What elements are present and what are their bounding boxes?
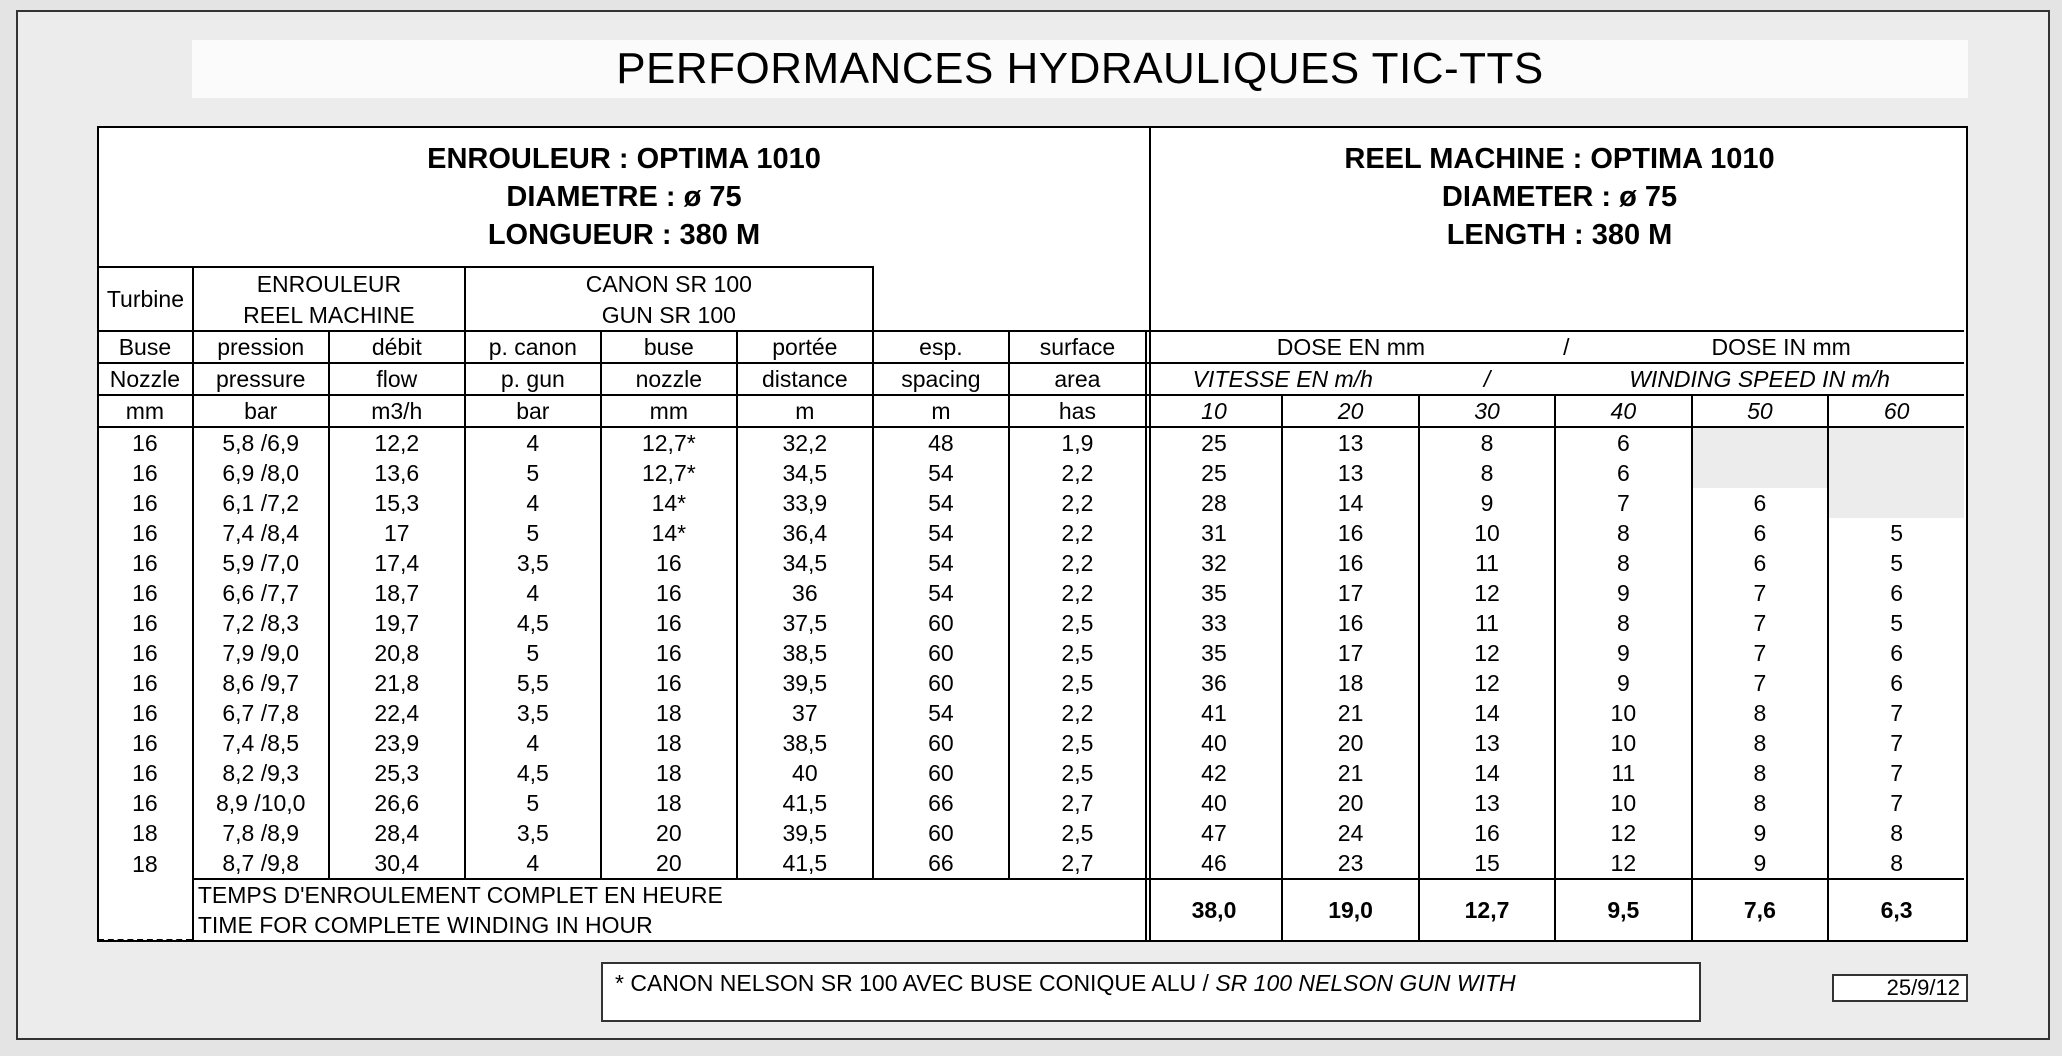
table-cell: 16: [98, 668, 193, 698]
table-cell: 10: [1419, 518, 1555, 548]
label-fr: surface: [1009, 331, 1146, 363]
table-cell: 5,5: [465, 668, 601, 698]
table-cell: 37,5: [737, 608, 873, 638]
dose-slash: /: [1555, 331, 1691, 363]
label-fr: esp.: [873, 331, 1010, 363]
table-cell: 2,2: [1009, 548, 1146, 578]
table-cell: 20,8: [329, 638, 465, 668]
speed-value: 60: [1828, 395, 1964, 427]
winding-value: 19,0: [1282, 879, 1419, 940]
table-cell: [1828, 488, 1964, 518]
table-cell: 42: [1146, 758, 1283, 788]
table-cell: 16: [98, 638, 193, 668]
label-fr: buse: [601, 331, 737, 363]
table-cell: 17: [1282, 578, 1419, 608]
unit: bar: [193, 395, 329, 427]
table-cell: 6: [1692, 488, 1829, 518]
table-row: [98, 608, 1964, 638]
page-title: [192, 40, 1968, 98]
table-cell: 46: [1146, 848, 1283, 879]
table-row: [98, 427, 1964, 458]
table-row: [98, 788, 1964, 818]
table-cell: 16: [98, 698, 193, 728]
unit: m: [737, 395, 873, 427]
table-cell: 16: [98, 788, 193, 818]
winding-label-en: TIME FOR COMPLETE WINDING IN HOUR: [193, 910, 1146, 940]
table-cell: 16: [98, 488, 193, 518]
header-fr-diameter: DIAMETRE : ø 75: [506, 181, 742, 213]
table-cell: 33: [1146, 608, 1283, 638]
table-cell: 12,7*: [601, 427, 737, 458]
speed-en: WINDING SPEED IN m/h: [1555, 363, 1964, 395]
table-row: [98, 668, 1964, 698]
table-cell: 8: [1555, 608, 1691, 638]
table-cell: 38,5: [737, 638, 873, 668]
table-row: [98, 458, 1964, 488]
table-cell: 7: [1890, 760, 1903, 786]
table-row: [98, 848, 1964, 879]
table-row: [98, 698, 1964, 728]
winding-row-fr: [98, 879, 1964, 910]
table-cell: 5,9 /7,0: [193, 548, 329, 578]
table-cell: 12: [1555, 818, 1691, 848]
table-row: [98, 758, 1964, 788]
table-cell: 16: [601, 548, 737, 578]
table-cell: 14: [1419, 758, 1555, 788]
table-cell: 13: [1419, 728, 1555, 758]
label-en: pressure: [193, 363, 329, 395]
page-title-text: PERFORMANCES HYDRAULIQUES TIC-TTS: [616, 44, 1544, 93]
table-cell: 5: [1890, 550, 1903, 576]
table-cell: 54: [873, 548, 1010, 578]
unit: bar: [465, 395, 601, 427]
table-cell: 6: [1555, 427, 1691, 458]
table-cell: 18: [98, 848, 193, 879]
group-gun-en: GUN SR 100: [465, 299, 873, 331]
units-row: [98, 395, 1964, 427]
table-cell: [1828, 427, 1964, 458]
table-cell: 19,7: [329, 608, 465, 638]
table-cell: 2,2: [1009, 578, 1146, 608]
table-cell: 6: [1692, 548, 1829, 578]
table-cell: 8: [1692, 728, 1829, 758]
table-cell: 9: [1692, 848, 1829, 879]
header-en-length: LENGTH : 380 M: [1446, 219, 1673, 251]
table-cell: 60: [873, 668, 1010, 698]
group-turbine: Turbine: [98, 267, 193, 331]
table-row: [98, 518, 1964, 548]
table-cell: 18: [601, 728, 737, 758]
table-cell: 12,2: [329, 427, 465, 458]
table-cell: 20: [1282, 728, 1419, 758]
table-cell: 9: [1555, 668, 1691, 698]
table-cell: 18: [601, 788, 737, 818]
table-cell: 21: [1282, 758, 1419, 788]
table-cell: 4: [465, 848, 601, 879]
table-cell: 18: [98, 818, 193, 848]
label-en: distance: [737, 363, 873, 395]
table-cell: 3,5: [465, 698, 601, 728]
table-cell: 8: [1555, 518, 1691, 548]
label-en: flow: [329, 363, 465, 395]
table-cell: 4: [465, 578, 601, 608]
table-cell: 9: [1555, 638, 1691, 668]
table-cell: 6: [1890, 670, 1903, 696]
table-cell: 2,5: [1009, 638, 1146, 668]
table-cell: 7,4 /8,5: [193, 728, 329, 758]
table-cell: 32: [1146, 548, 1283, 578]
table-cell: 34,5: [737, 458, 873, 488]
table-cell: 16: [98, 518, 193, 548]
table-cell: 5: [1890, 520, 1903, 546]
table-row: [98, 638, 1964, 668]
table-cell: 30,4: [329, 848, 465, 879]
table-cell: 28: [1146, 488, 1283, 518]
table-cell: 16: [601, 578, 737, 608]
table-cell: 10: [1555, 698, 1691, 728]
table-cell: 11: [1555, 758, 1691, 788]
table-cell: 2,2: [1009, 488, 1146, 518]
table-cell: 40: [1146, 788, 1283, 818]
table-cell: 16: [98, 548, 193, 578]
table-row: [98, 578, 1964, 608]
table-cell: 16: [1419, 818, 1555, 848]
table-cell: 16: [98, 608, 193, 638]
table-cell: 28,4: [329, 818, 465, 848]
table-cell: 7: [1555, 488, 1691, 518]
label-fr: p. canon: [465, 331, 601, 363]
table-cell: [1692, 458, 1829, 488]
table-cell: [1828, 458, 1964, 488]
table-cell: 23: [1282, 848, 1419, 879]
speed-value: 50: [1692, 395, 1829, 427]
table-cell: 17: [1282, 638, 1419, 668]
table-cell: 15: [1419, 848, 1555, 879]
table-cell: 54: [873, 458, 1010, 488]
table-cell: 13,6: [329, 458, 465, 488]
winding-value: 9,5: [1555, 879, 1691, 940]
table-cell: 12: [1419, 638, 1555, 668]
table-cell: 36,4: [737, 518, 873, 548]
footnote-box: [601, 962, 1701, 1022]
table-cell: 18,7: [329, 578, 465, 608]
date-box: [1832, 974, 1968, 1002]
label-fr: débit: [329, 331, 465, 363]
table-cell: 7: [1692, 578, 1829, 608]
table-cell: 2,7: [1009, 788, 1146, 818]
table-cell: 6: [1890, 580, 1903, 606]
table-cell: 21,8: [329, 668, 465, 698]
dose-en: DOSE IN mm: [1692, 331, 1964, 363]
table-cell: 3,5: [465, 818, 601, 848]
table-cell: 13: [1282, 458, 1419, 488]
table-cell: 15,3: [329, 488, 465, 518]
table-cell: 12: [1555, 848, 1691, 879]
table-cell: 7,4 /8,4: [193, 518, 329, 548]
label-fr: Buse: [98, 331, 193, 363]
table-cell: 5: [465, 788, 601, 818]
header-fr-length: LONGUEUR : 380 M: [487, 219, 761, 251]
table-cell: 25: [1146, 458, 1283, 488]
date-text: 25/9/12: [1886, 975, 1960, 1000]
table-cell: 54: [873, 518, 1010, 548]
table-row: [98, 488, 1964, 518]
table-cell: 12: [1419, 668, 1555, 698]
table-cell: 5: [465, 518, 601, 548]
table-cell: 37: [737, 698, 873, 728]
table-cell: 22,4: [329, 698, 465, 728]
table-cell: 6: [1555, 458, 1691, 488]
unit: mm: [98, 395, 193, 427]
winding-label-fr: TEMPS D'ENROULEMENT COMPLET EN HEURE: [193, 879, 1146, 910]
table-cell: 6,7 /7,8: [193, 698, 329, 728]
table-cell: 8: [1555, 548, 1691, 578]
table-cell: 5: [465, 638, 601, 668]
table-cell: 17,4: [329, 548, 465, 578]
table-cell: 2,5: [1009, 668, 1146, 698]
table-cell: 2,5: [1009, 608, 1146, 638]
table-cell: 8: [1419, 427, 1555, 458]
table-cell: 4: [465, 488, 601, 518]
table-cell: 35: [1146, 578, 1283, 608]
table-cell: 4,5: [465, 758, 601, 788]
table-cell: 9: [1692, 818, 1829, 848]
table-cell: 16: [98, 458, 193, 488]
table-cell: 7,8 /8,9: [193, 818, 329, 848]
table-cell: 16: [1282, 518, 1419, 548]
speed-slash: /: [1419, 363, 1555, 395]
table-cell: 7: [1890, 700, 1903, 726]
table-cell: 40: [737, 758, 873, 788]
table-cell: 16: [98, 758, 193, 788]
table-cell: 8,2 /9,3: [193, 758, 329, 788]
table-cell: 48: [873, 427, 1010, 458]
table-cell: 2,5: [1009, 818, 1146, 848]
table-cell: 16: [601, 638, 737, 668]
table-cell: 60: [873, 638, 1010, 668]
table-cell: 6: [1692, 518, 1829, 548]
performance-table-frame: [97, 126, 1968, 942]
table-cell: 3,5: [465, 548, 601, 578]
table-cell: 16: [98, 728, 193, 758]
table-cell: 4: [465, 728, 601, 758]
table-row: [98, 728, 1964, 758]
table-cell: 6,1 /7,2: [193, 488, 329, 518]
table-cell: 8,9 /10,0: [193, 788, 329, 818]
table-cell: 16: [1282, 548, 1419, 578]
table-cell: 39,5: [737, 818, 873, 848]
table-cell: 2,5: [1009, 728, 1146, 758]
table-cell: 21: [1282, 698, 1419, 728]
speed-value: 40: [1555, 395, 1691, 427]
table-cell: 23,9: [329, 728, 465, 758]
table-cell: 8,6 /9,7: [193, 668, 329, 698]
label-en: area: [1009, 363, 1146, 395]
speed-value: 30: [1419, 395, 1555, 427]
table-cell: 26,6: [329, 788, 465, 818]
table-cell: 54: [873, 698, 1010, 728]
table-cell: 4: [465, 427, 601, 458]
unit: m3/h: [329, 395, 465, 427]
table-cell: 2,5: [1009, 758, 1146, 788]
table-cell: 7,9 /9,0: [193, 638, 329, 668]
table-cell: 7: [1890, 790, 1903, 816]
group-reel-en: REEL MACHINE: [193, 299, 465, 331]
table-cell: 41: [1146, 698, 1283, 728]
labels-fr-row: [98, 331, 1964, 363]
table-cell: 60: [873, 818, 1010, 848]
table-cell: 66: [873, 848, 1010, 879]
winding-value: 12,7: [1419, 879, 1555, 940]
group-reel-fr: ENROULEUR: [193, 267, 465, 299]
table-cell: 41,5: [737, 788, 873, 818]
table-cell: 31: [1146, 518, 1283, 548]
table-cell: [1692, 427, 1829, 458]
table-cell: 13: [1282, 427, 1419, 458]
table-cell: 8,7 /9,8: [193, 848, 329, 879]
table-cell: 9: [1555, 578, 1691, 608]
header-en-diameter: DIAMETER : ø 75: [1441, 181, 1678, 213]
speed-fr: VITESSE EN m/h: [1146, 363, 1419, 395]
unit: mm: [601, 395, 737, 427]
hydraulic-performance-table: [97, 266, 1964, 941]
label-en: nozzle: [601, 363, 737, 395]
table-cell: 38,5: [737, 728, 873, 758]
table-cell: 60: [873, 758, 1010, 788]
table-cell: 2,2: [1009, 698, 1146, 728]
table-cell: 11: [1419, 608, 1555, 638]
table-cell: 8: [1692, 788, 1829, 818]
table-cell: 2,2: [1009, 518, 1146, 548]
table-cell: 33,9: [737, 488, 873, 518]
footnote-en: SR 100 NELSON GUN WITH: [1215, 970, 1516, 996]
table-cell: 5: [465, 458, 601, 488]
table-cell: 17: [329, 518, 465, 548]
table-row: [98, 818, 1964, 848]
winding-value: 38,0: [1146, 879, 1283, 940]
label-fr: portée: [737, 331, 873, 363]
table-cell: 8: [1692, 698, 1829, 728]
table-cell: 7,2 /8,3: [193, 608, 329, 638]
table-cell: 20: [601, 848, 737, 879]
unit: m: [873, 395, 1010, 427]
label-fr: pression: [193, 331, 329, 363]
table-cell: 66: [873, 788, 1010, 818]
table-cell: 1,9: [1009, 427, 1146, 458]
table-cell: 7: [1890, 730, 1903, 756]
table-cell: 7: [1692, 608, 1829, 638]
table-cell: 24: [1282, 818, 1419, 848]
footnote-fr: * CANON NELSON SR 100 AVEC BUSE CONIQUE ALU /: [615, 970, 1209, 996]
winding-value: 7,6: [1692, 879, 1829, 940]
table-cell: 6,6 /7,7: [193, 578, 329, 608]
table-cell: 41,5: [737, 848, 873, 879]
table-cell: 25: [1146, 427, 1283, 458]
header-fr: [99, 140, 1149, 254]
table-cell: 8: [1419, 458, 1555, 488]
table-cell: 14*: [601, 488, 737, 518]
table-cell: 8: [1692, 758, 1829, 788]
table-cell: 11: [1419, 548, 1555, 578]
table-cell: 16: [601, 608, 737, 638]
speed-value: 20: [1282, 395, 1419, 427]
table-cell: 20: [601, 818, 737, 848]
unit: has: [1009, 395, 1146, 427]
table-cell: 60: [873, 728, 1010, 758]
table-cell: 10: [1555, 788, 1691, 818]
table-cell: 40: [1146, 728, 1283, 758]
table-cell: 16: [98, 578, 193, 608]
table-cell: 32,2: [737, 427, 873, 458]
winding-value: 6,3: [1828, 879, 1964, 940]
table-cell: 34,5: [737, 548, 873, 578]
table-cell: 5: [1890, 610, 1903, 636]
table-cell: 39,5: [737, 668, 873, 698]
table-cell: 7: [1692, 638, 1829, 668]
table-cell: 54: [873, 488, 1010, 518]
table-cell: 9: [1419, 488, 1555, 518]
table-cell: 13: [1419, 788, 1555, 818]
table-cell: 16: [98, 427, 193, 458]
group-gun-fr: CANON SR 100: [465, 267, 873, 299]
table-cell: 25,3: [329, 758, 465, 788]
table-cell: 12: [1419, 578, 1555, 608]
table-cell: 35: [1146, 638, 1283, 668]
table-cell: 2,2: [1009, 458, 1146, 488]
table-cell: 14: [1282, 488, 1419, 518]
table-cell: 14*: [601, 518, 737, 548]
header-en-machine: REEL MACHINE : OPTIMA 1010: [1344, 143, 1775, 175]
table-cell: 18: [601, 698, 737, 728]
table-cell: 36: [1146, 668, 1283, 698]
table-cell: 47: [1146, 818, 1283, 848]
label-en: Nozzle: [98, 363, 193, 395]
data-rows: [98, 427, 1964, 879]
table-cell: 4,5: [465, 608, 601, 638]
table-cell: 16: [601, 668, 737, 698]
table-cell: 20: [1282, 788, 1419, 818]
table-cell: 8: [1890, 850, 1903, 876]
table-cell: 7: [1692, 668, 1829, 698]
table-cell: 16: [1282, 608, 1419, 638]
table-cell: 54: [873, 578, 1010, 608]
table-cell: 12,7*: [601, 458, 737, 488]
label-en: p. gun: [465, 363, 601, 395]
labels-en-row: [98, 363, 1964, 395]
table-cell: 36: [737, 578, 873, 608]
dose-fr: DOSE EN mm: [1146, 331, 1555, 363]
table-row: [98, 548, 1964, 578]
table-cell: 18: [1282, 668, 1419, 698]
header-en: [1151, 140, 1968, 254]
table-cell: 8: [1890, 820, 1903, 846]
table-cell: 6,9 /8,0: [193, 458, 329, 488]
table-cell: 18: [601, 758, 737, 788]
table-cell: 60: [873, 608, 1010, 638]
table-cell: 14: [1419, 698, 1555, 728]
table-cell: 2,7: [1009, 848, 1146, 879]
header-fr-machine: ENROULEUR : OPTIMA 1010: [427, 143, 821, 175]
label-en: spacing: [873, 363, 1010, 395]
table-cell: 6: [1890, 640, 1903, 666]
speed-value: 10: [1146, 395, 1283, 427]
table-cell: 10: [1555, 728, 1691, 758]
table-cell: 5,8 /6,9: [193, 427, 329, 458]
